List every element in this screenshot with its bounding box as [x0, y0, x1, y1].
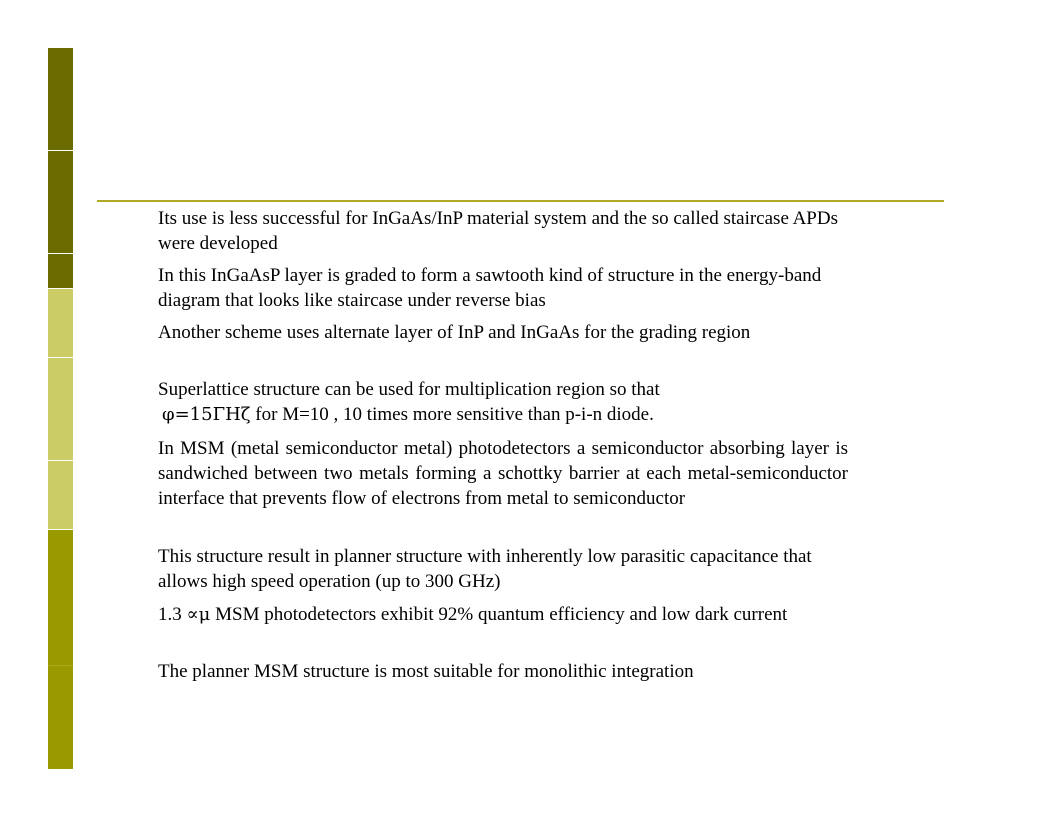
bar-segment — [48, 665, 73, 769]
bar-segment — [48, 151, 73, 253]
paragraph-staircase-apd: Its use is less successful for InGaAs/InP material system and the so called staircase APDs were developed — [158, 208, 838, 254]
paragraph-msm: In MSM (metal semiconductor metal) photodetectors a semiconductor absorbing layer is sandwiched between two metals forming a schottky barrier at each metal-semiconductor interface that prevents flow of electrons from metal to semiconductor — [158, 438, 848, 509]
bar-segment — [48, 254, 73, 288]
bar-segment — [48, 358, 73, 460]
superlattice-text-1: Superlattice structure can be used for multiplication region so that — [158, 379, 660, 400]
paragraph-monolithic: The planner MSM structure is most suitable for monolithic integration — [158, 661, 694, 682]
efficiency-text: MSM photodetectors exhibit 92% quantum efficiency and low dark current — [210, 604, 788, 625]
superlattice-text-2: for M=10 , 10 times more sensitive than p-i-n diode. — [250, 404, 654, 425]
bar-segment — [48, 48, 73, 150]
left-decorative-bar — [48, 48, 73, 768]
bar-segment — [48, 289, 73, 357]
paragraph-ingaasp-graded: In this InGaAsP layer is graded to form a sawtooth kind of structure in the energy-band diagram that looks like staircase under reverse bias — [158, 265, 822, 311]
bar-segment — [48, 461, 73, 529]
header-rule — [97, 200, 944, 202]
paragraph-superlattice — [158, 377, 660, 427]
efficiency-symbol: ∝μ — [186, 604, 211, 625]
paragraph-msm-efficiency — [158, 601, 787, 629]
paragraph-alternate-layer: Another scheme uses alternate layer of InP and InGaAs for the grading region — [158, 322, 751, 343]
efficiency-prefix: 1.3 — [158, 604, 187, 625]
paragraph-planner-structure: This structure result in planner structure with inherently low parasitic capacitance that allows high speed operation (up to 300 GHz) — [158, 546, 812, 592]
superlattice-symbol: φ=15ΓΗζ — [162, 404, 251, 425]
